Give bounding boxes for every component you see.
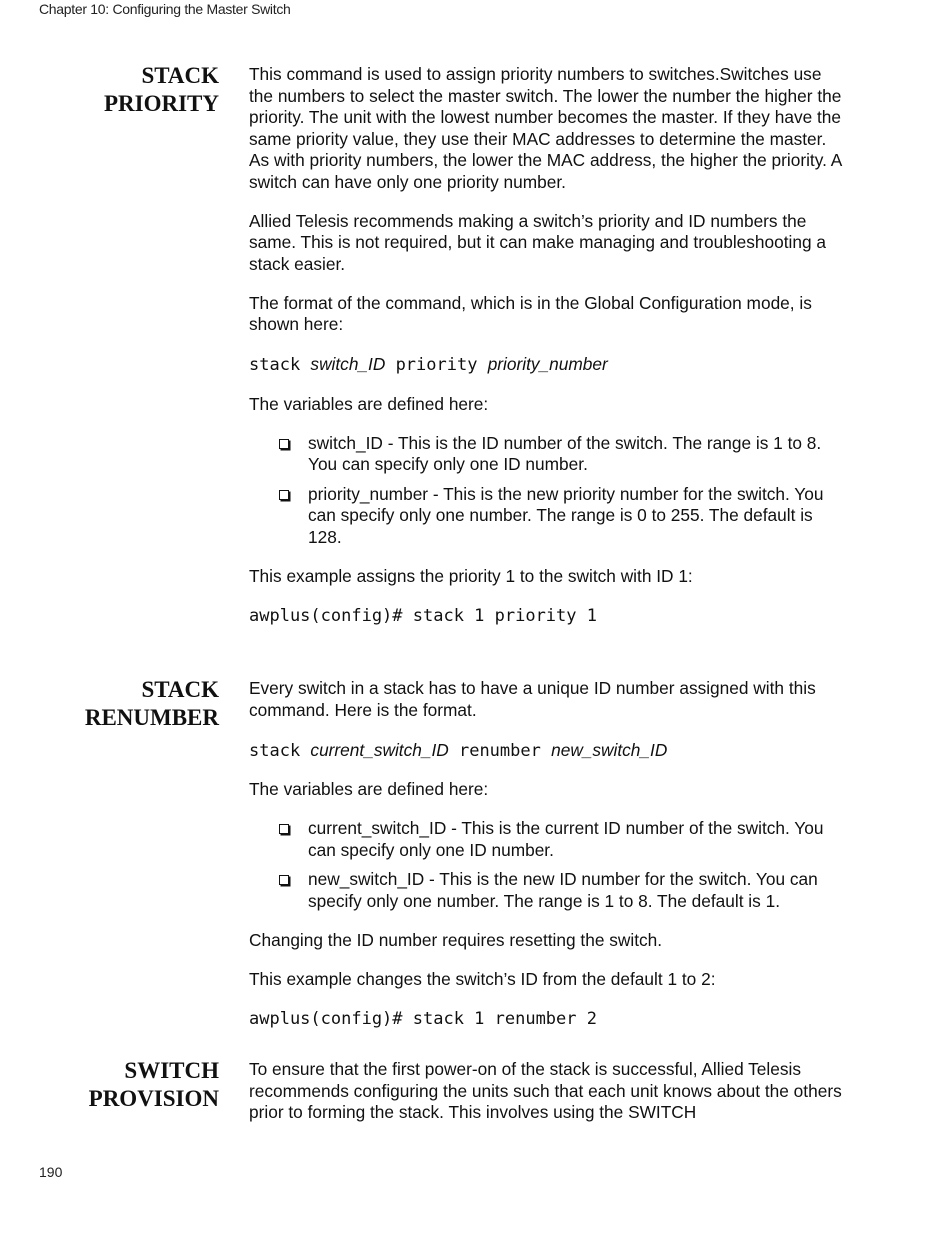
command-variable: switch_ID [310, 354, 386, 374]
command-keyword: stack [249, 355, 311, 375]
list-item [249, 869, 849, 912]
paragraph: This command is used to assign priority numbers to switches.Switches use the numbers to select the master switch. The lower the number the higher the priority. The unit with the lowest number becomes the master. If they have the same priority value, they use their MAC addresses to determine the master. As with priority numbers, the lower the MAC address, the higher the priority. A switch can have only one priority number. [249, 64, 842, 192]
section-body-switch-provision [249, 1059, 849, 1141]
paragraph: Allied Telesis recommends making a switch’s priority and ID numbers the same. This is not required, but it can make managing and troubleshooting a stack easier. [249, 210, 827, 274]
page-number: 190 [39, 1164, 63, 1180]
checkbox-bullet-icon [279, 824, 289, 834]
command-keyword: renumber [448, 740, 552, 761]
heading-line: PRIORITY [103, 91, 219, 116]
command-variable: current_switch_ID [310, 739, 449, 760]
section-body-stack-priority [249, 64, 849, 644]
command-variable: new_switch_ID [551, 739, 668, 760]
paragraph: This example assigns the priority 1 to the switch with ID 1: [249, 565, 693, 586]
section-heading-stack-priority [40, 62, 219, 118]
command-example: awplus(config)# stack 1 renumber 2 [249, 1008, 597, 1029]
list-item [249, 818, 849, 861]
section-heading-switch-provision [40, 1057, 219, 1113]
checkbox-bullet-icon [279, 490, 289, 500]
paragraph: To ensure that the first power-on of the stack is successful, Allied Telesis recommends configuring the units such that each unit knows about the others prior to forming the stack. This involves using the SWITCH [249, 1059, 842, 1122]
command-example: awplus(config)# stack 1 priority 1 [249, 605, 597, 626]
checkbox-bullet-icon [279, 875, 289, 885]
command-syntax [249, 353, 849, 376]
paragraph: Changing the ID number requires resetting the switch. [249, 929, 663, 950]
section-heading-stack-renumber [40, 676, 219, 732]
list-item-text: new_switch_ID - This is the new ID number for the switch. You can specify only one number. The range is 1 to 8. The default is 1. [308, 869, 818, 911]
variable-list [249, 818, 849, 912]
variable-list [249, 433, 849, 549]
list-item [249, 433, 849, 476]
heading-line: SWITCH [124, 1058, 219, 1083]
paragraph: The variables are defined here: [249, 393, 489, 414]
paragraph: The format of the command, which is in the Global Configuration mode, is shown here: [249, 292, 812, 334]
list-item-text: priority_number - This is the new priority number for the switch. You can specify only one number. The range is 0 to 255. The default is 128. [308, 483, 824, 547]
list-item [249, 484, 849, 549]
paragraph: Every switch in a stack has to have a unique ID number assigned with this command. Here is the format. [249, 678, 816, 720]
list-item-text: switch_ID - This is the ID number of the switch. The range is 1 to 8. You can specify only one ID number. [308, 432, 822, 474]
heading-line: STACK [141, 63, 219, 88]
heading-line: RENUMBER [84, 705, 219, 730]
heading-line: PROVISION [88, 1086, 219, 1111]
list-item-text: current_switch_ID - This is the current ID number of the switch. You can specify only one ID number. [308, 818, 824, 860]
section-body-stack-renumber [249, 678, 849, 1047]
paragraph: The variables are defined here: [249, 779, 489, 799]
command-keyword: priority [385, 355, 488, 375]
command-syntax [249, 739, 849, 762]
checkbox-bullet-icon [279, 439, 289, 449]
running-header: Chapter 10: Configuring the Master Switch [39, 1, 291, 17]
command-keyword: stack [249, 740, 311, 761]
paragraph: This example changes the switch’s ID from the default 1 to 2: [249, 968, 716, 989]
command-variable: priority_number [487, 354, 608, 374]
heading-line: STACK [141, 677, 219, 702]
